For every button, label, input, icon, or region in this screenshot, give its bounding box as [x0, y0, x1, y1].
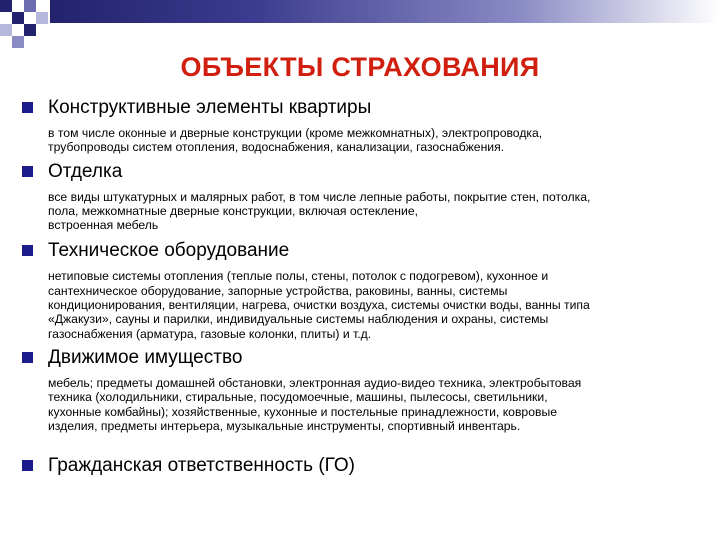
item-heading: Гражданская ответственность (ГО): [48, 455, 355, 477]
list-item: [20, 455, 700, 477]
item-heading: Техническое оборудование: [48, 240, 290, 262]
header-decoration: [0, 0, 720, 60]
item-description: нетиповые системы отопления (теплые полы, стены, потолок с подогревом), кухонное и сантехническое оборудование, запорные устройства, раковины, ванны, системы кондиционирования, вентиляции, нагрева, очистки воздуха, системы очистки воды, ванны типа «Джакузи», сауны и парилки, индивидуальные системы наблюдения и охраны, системы газоснабжения (арматура, газовые колонки, плиты) и т.д.: [48, 269, 590, 341]
item-heading: Конструктивные элементы квартиры: [48, 97, 372, 118]
bullet-list: [20, 97, 700, 477]
deco-square: [36, 12, 48, 24]
deco-square: [12, 12, 24, 24]
item-heading: Отделка: [48, 160, 123, 182]
square-bullet-icon: [22, 352, 33, 363]
deco-square: [24, 0, 36, 12]
deco-square: [24, 24, 36, 36]
list-item: [20, 240, 700, 340]
item-heading: Движимое имущество: [48, 346, 243, 368]
header-gradient-bar: [50, 0, 720, 23]
square-bullet-icon: [22, 166, 33, 177]
deco-square: [0, 24, 12, 36]
square-bullet-icon: [22, 460, 33, 471]
item-description: мебель; предметы домашней обстановки, электронная аудио-видео техника, электробытовая техника (холодильники, стиральные, посудомоечные, машины, пылесосы, светильники, кухонные комбайны); хозяйственные, кухонные и постельные принадлежности, ковровые изделия, предметы интерьера, музыкальные инструменты, спортивный инвентарь.: [48, 375, 582, 433]
slide-title: ОБЪЕКТЫ СТРАХОВАНИЯ: [180, 52, 540, 82]
deco-square: [0, 0, 12, 12]
list-item: [20, 161, 700, 233]
item-description: в том числе оконные и дверные конструкции (кроме межкомнатных), электропроводка, трубопроводы систем отопления, водоснабжения, канализации, газоснабжения.: [48, 126, 543, 155]
list-item: [20, 347, 700, 433]
item-description: все виды штукатурных и малярных работ, в том числе лепные работы, покрытие стен, потолка, пола, межкомнатные дверные конструкции, включая остекление, встроенная мебель: [48, 189, 591, 233]
square-bullet-icon: [22, 245, 33, 256]
deco-square: [12, 36, 24, 48]
square-bullet-icon: [22, 102, 33, 113]
list-item: [20, 97, 700, 155]
